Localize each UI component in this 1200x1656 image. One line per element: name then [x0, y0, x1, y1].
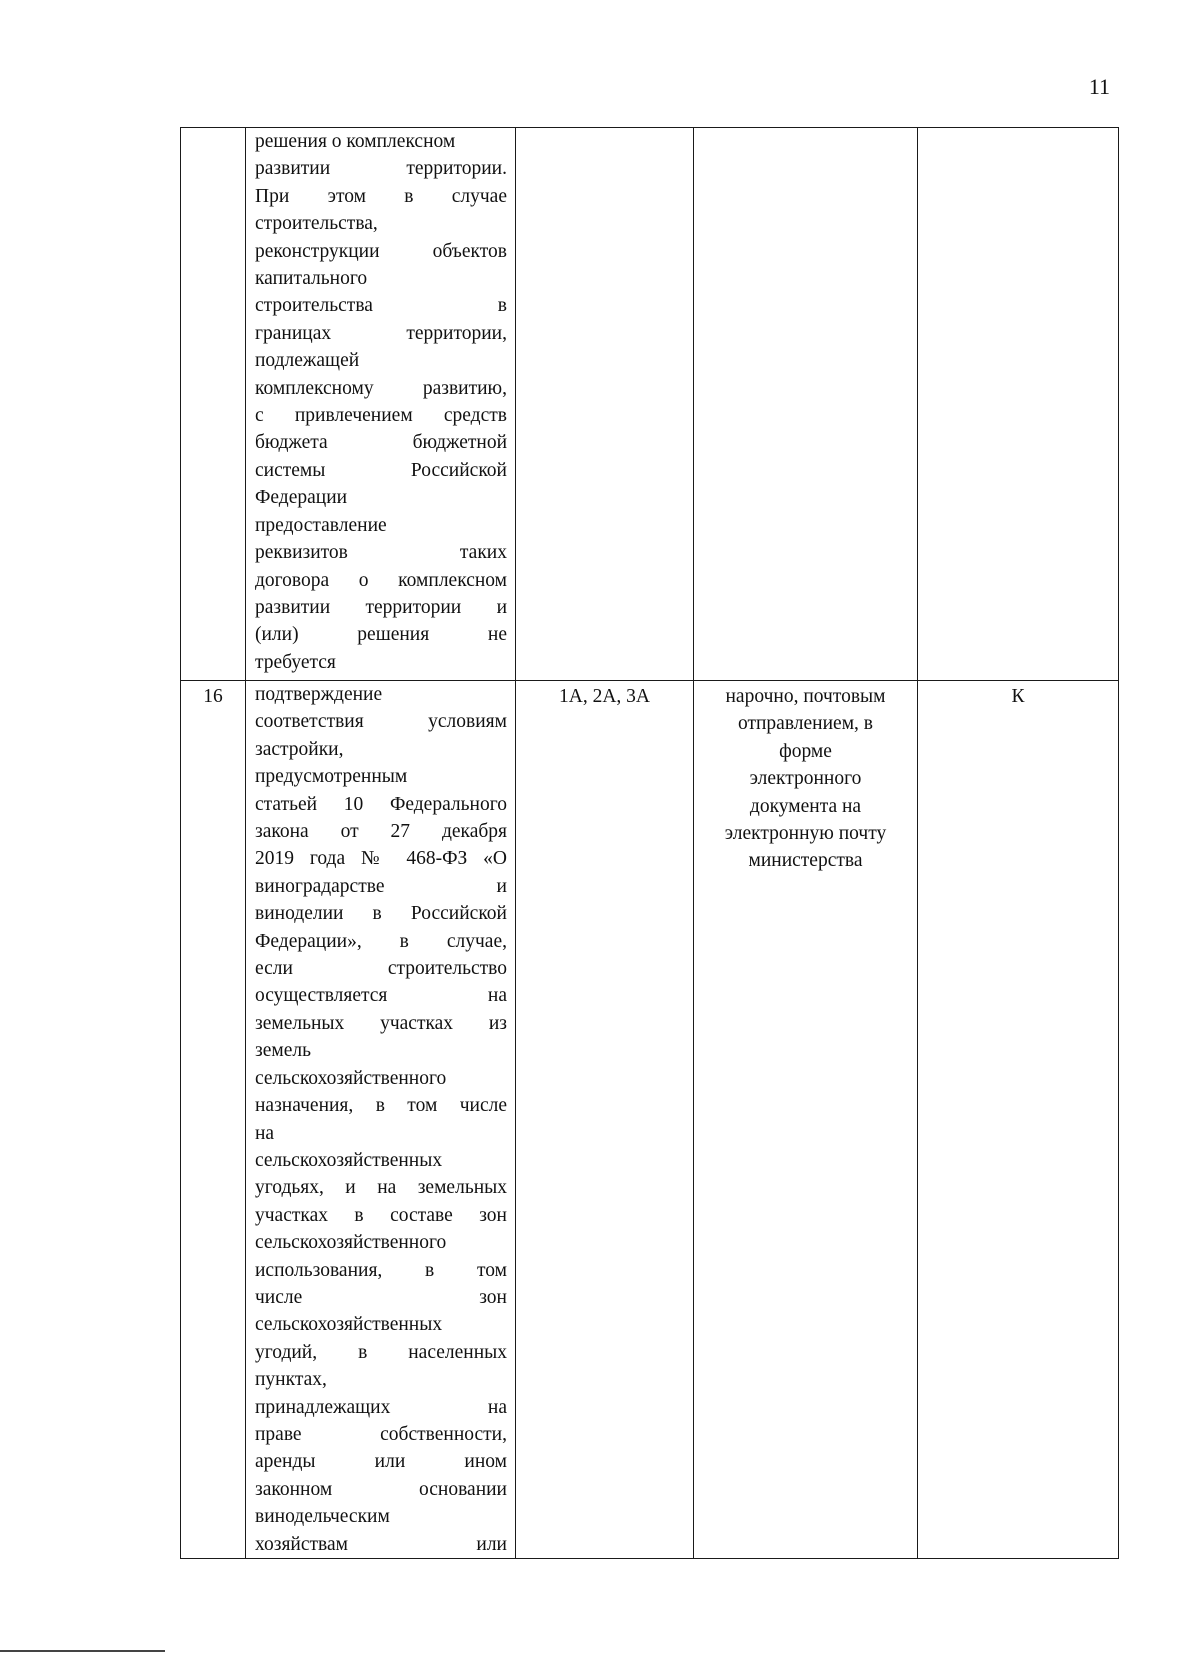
description-line: требуется: [255, 651, 336, 673]
description-line: сельскохозяйственных: [255, 1149, 443, 1171]
method-line: электронную почту: [724, 823, 887, 845]
description-line: сельскохозяйственного: [255, 1232, 447, 1254]
description-line: комплексному развитию,: [255, 377, 507, 399]
description-line: пунктах,: [255, 1369, 327, 1391]
description-line: земельных участках из: [255, 1012, 507, 1034]
description-line: системы Российской: [255, 459, 507, 481]
description-line: бюджета бюджетной: [255, 432, 507, 454]
description-line: 2019 года № 468-ФЗ «О: [255, 848, 507, 870]
code-cell: К: [918, 681, 1119, 1559]
description-line: развитии территории и: [255, 596, 507, 618]
description-line: числе зон: [255, 1286, 507, 1308]
description-line: При этом в случае: [255, 185, 507, 207]
description-line: аренды или ином: [255, 1451, 507, 1473]
row-number-cell: 16: [181, 681, 246, 1559]
description-line: винодельческим: [255, 1506, 390, 1528]
description-line: реквизитов таких: [255, 542, 507, 564]
method-line: документа на: [749, 795, 862, 817]
description-line: если строительство: [255, 958, 507, 980]
applicants-cell: [516, 128, 694, 681]
description-line: праве собственности,: [255, 1423, 507, 1445]
description-cell: [246, 128, 516, 681]
description-line: строительства в: [255, 295, 507, 317]
description-line: предоставление: [255, 514, 387, 536]
description-line: решения о комплексном: [255, 131, 456, 152]
description-line: застройки,: [255, 738, 344, 760]
submission-method-cell: [694, 681, 918, 1559]
description-line: с привлечением средств: [255, 405, 507, 427]
method-line: нарочно, почтовым: [725, 686, 886, 707]
description-line: капитального: [255, 268, 368, 290]
description-line: угодий, в населенных: [255, 1341, 507, 1363]
applicants-cell: 1А, 2А, 3А: [516, 681, 694, 1559]
description-line: виноделии в Российской: [255, 903, 507, 925]
description-line: предусмотренным: [255, 766, 408, 788]
description-line: статьей 10 Федерального: [255, 793, 507, 815]
description-line: (или) решения не: [255, 624, 507, 646]
description-line: осуществляется на: [255, 985, 507, 1007]
description-line: Федерации», в случае,: [255, 930, 507, 952]
description-cell: [246, 681, 516, 1559]
table-body: [181, 128, 1119, 1559]
method-line: электронного: [749, 768, 862, 790]
description-line: реконструкции объектов: [255, 240, 507, 262]
submission-method-cell: [694, 128, 918, 681]
description-line: строительства,: [255, 213, 378, 235]
description-line: участках в составе зон: [255, 1204, 507, 1226]
row-number-cell: [181, 128, 246, 681]
method-line: министерства: [748, 850, 863, 872]
description-line: назначения, в том числе: [255, 1095, 507, 1117]
description-line: развитии территории.: [255, 158, 507, 180]
code-cell: [918, 128, 1119, 681]
description-line: подтверждение: [255, 684, 383, 705]
table-row: [181, 681, 1119, 1559]
description-line: хозяйствам или: [255, 1533, 507, 1555]
method-line: отправлением, в: [737, 713, 873, 735]
description-line: на: [255, 1122, 275, 1144]
description-line: границах территории,: [255, 322, 507, 344]
description-line: договора о комплексном: [255, 569, 507, 591]
footer-rule: [0, 1650, 165, 1652]
description-line: земель: [255, 1040, 311, 1062]
description-line: закона от 27 декабря: [255, 821, 507, 843]
description-line: принадлежащих на: [255, 1396, 507, 1418]
description-line: виноградарстве и: [255, 875, 507, 897]
description-line: соответствия условиям: [255, 711, 507, 733]
description-line: использования, в том: [255, 1259, 507, 1281]
description-line: законном основании: [255, 1478, 507, 1500]
page-number: 11: [1088, 74, 1110, 99]
description-line: подлежащей: [255, 350, 360, 372]
requirements-table: [180, 127, 1119, 1559]
description-line: сельскохозяйственного: [255, 1067, 447, 1089]
method-line: форме: [779, 740, 832, 762]
description-line: угодьях, и на земельных: [255, 1177, 507, 1199]
description-line: Федерации: [255, 487, 348, 509]
description-line: сельскохозяйственных: [255, 1314, 443, 1336]
table-row: [181, 128, 1119, 681]
